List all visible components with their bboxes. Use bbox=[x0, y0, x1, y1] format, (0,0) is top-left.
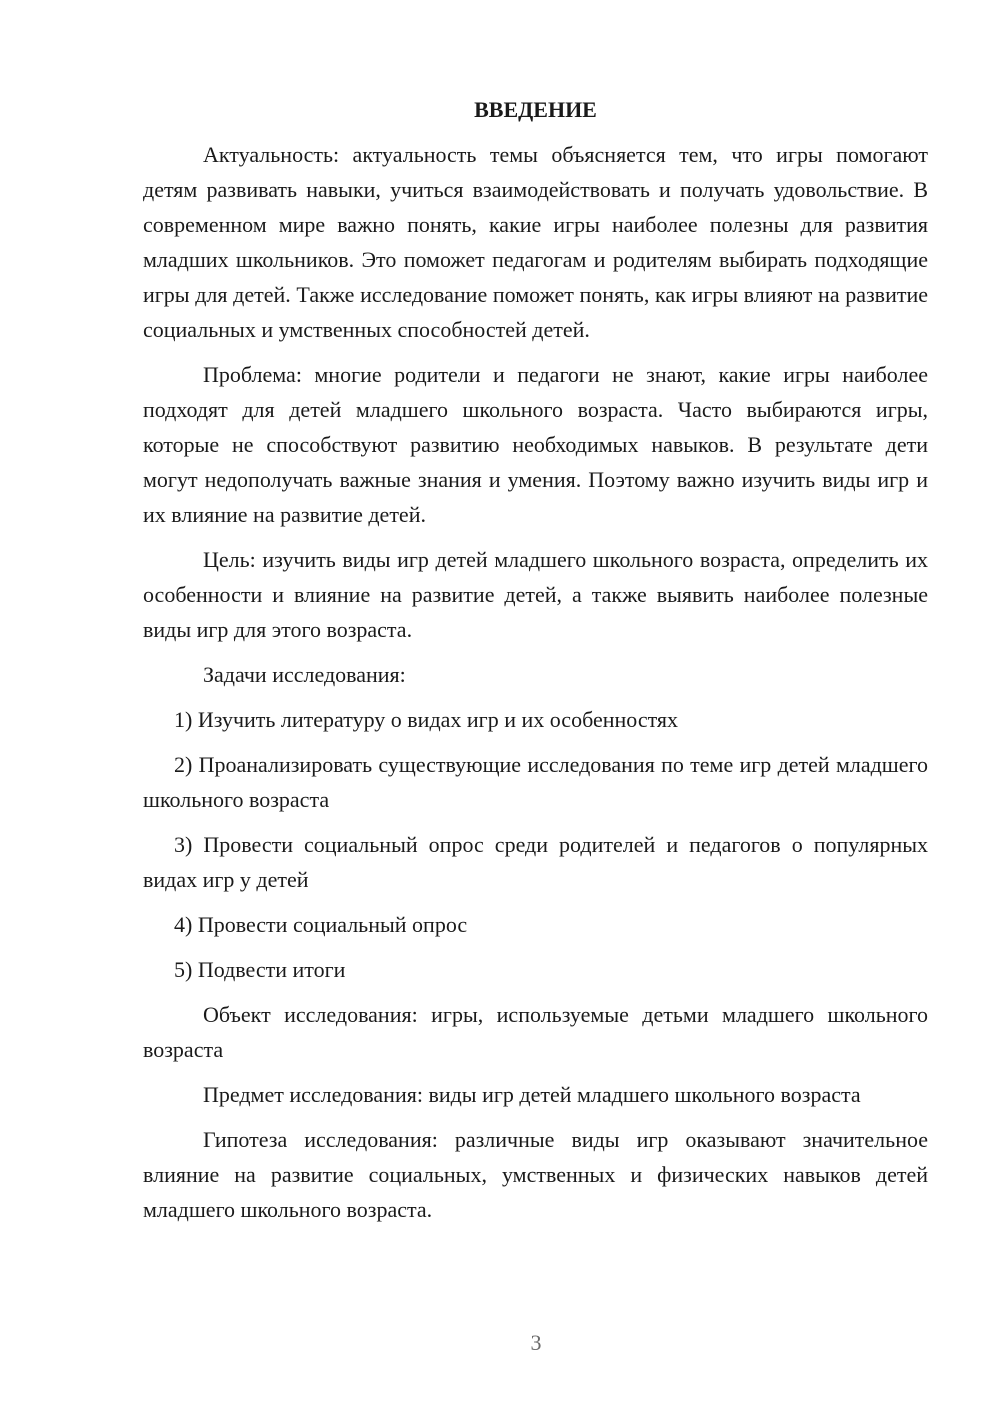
task-item: 5) Подвести итоги bbox=[174, 957, 346, 982]
object-paragraph: Объект исследования: игры, используемые детьми младшего школьного возраста bbox=[143, 1002, 928, 1062]
document-page bbox=[143, 92, 928, 1237]
task-item: 1) Изучить литературу о видах игр и их особенностях bbox=[174, 707, 679, 732]
task-item: 2) Проанализировать существующие исследования по теме игр детей младшего школьного возраста bbox=[143, 752, 928, 812]
tasks-heading: Задачи исследования: bbox=[203, 662, 406, 687]
subject-paragraph: Предмет исследования: виды игр детей младшего школьного возраста bbox=[203, 1082, 861, 1107]
page-number: 3 bbox=[530, 1330, 542, 1355]
goal-paragraph: Цель: изучить виды игр детей младшего школьного возраста, определить их особенности и влияние на развитие детей, а также выявить наиболее полезные виды игр для этого возраста. bbox=[143, 547, 928, 642]
relevance-paragraph: Актуальность: актуальность темы объясняется тем, что игры помогают детям развивать навыки, учиться взаимодействовать и получать удовольствие. В современном мире важно понять, какие игры наиболее полезны для развития младших школьников. Это поможет педагогам и родителям выбирать подходящие игры для детей. Также исследование поможет понять, как игры влияют на развитие социальных и умственных способностей детей. bbox=[143, 142, 928, 342]
hypothesis-paragraph: Гипотеза исследования: различные виды игр оказывают значительное влияние на развитие социальных, умственных и физических навыков детей младшего школьного возраста. bbox=[143, 1127, 928, 1222]
task-item: 4) Провести социальный опрос bbox=[174, 912, 468, 937]
problem-paragraph: Проблема: многие родители и педагоги не знают, какие игры наиболее подходят для детей младшего школьного возраста. Часто выбираются игры, которые не способствуют развитию необходимых навыков. В результате дети могут недополучать важные знания и умения. Поэтому важно изучить виды игр и их влияние на развитие детей. bbox=[143, 362, 928, 527]
task-item: 3) Провести социальный опрос среди родителей и педагогов о популярных видах игр у детей bbox=[143, 832, 928, 892]
section-title: ВВЕДЕНИЕ bbox=[474, 97, 597, 122]
